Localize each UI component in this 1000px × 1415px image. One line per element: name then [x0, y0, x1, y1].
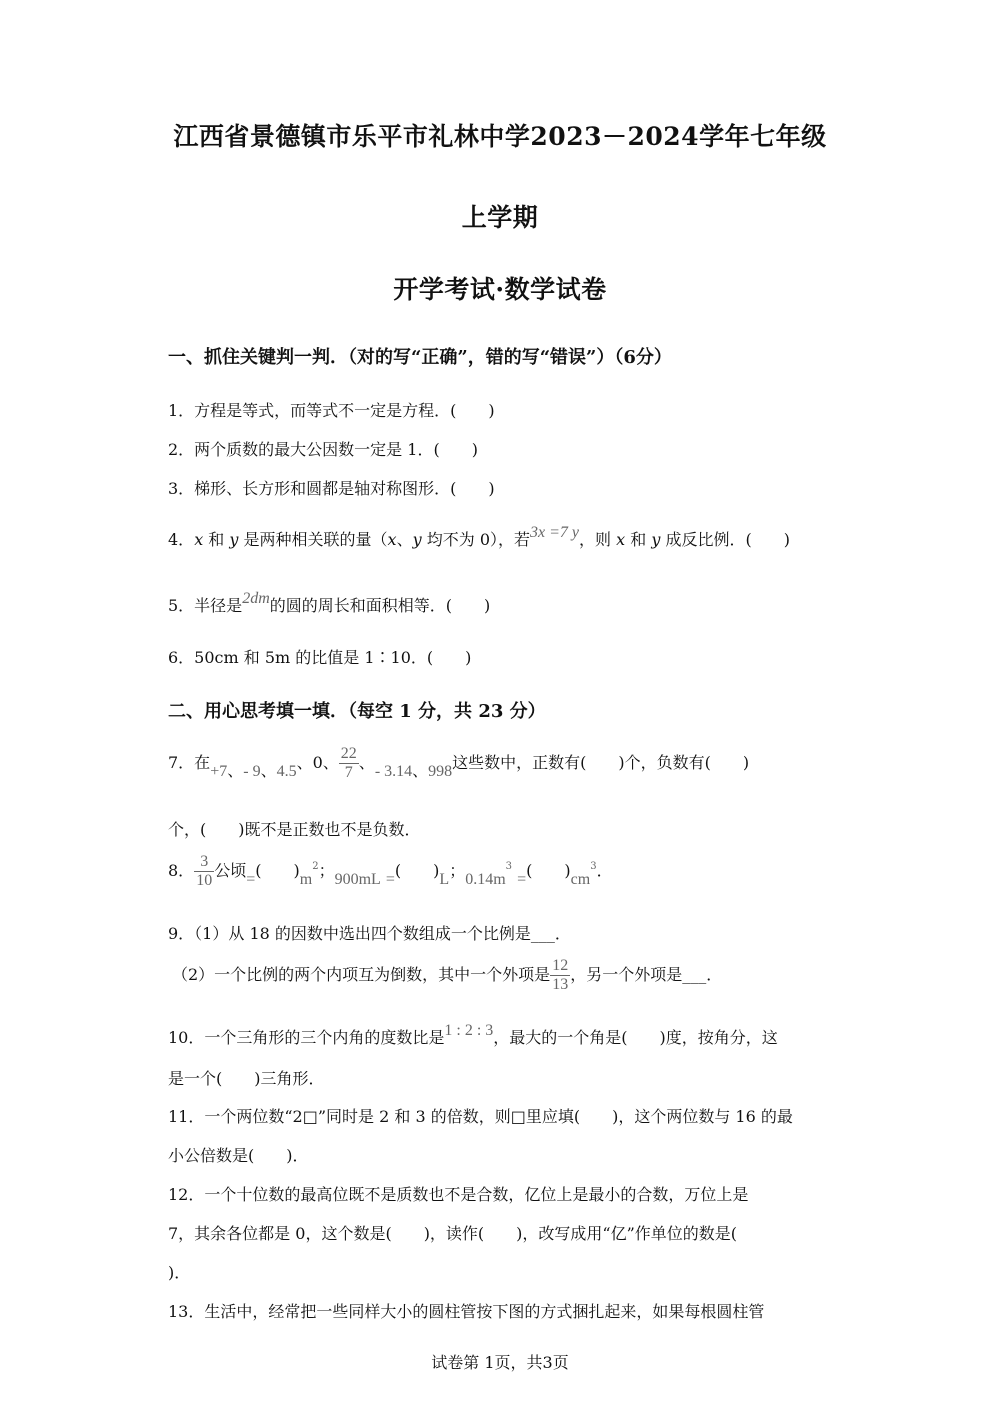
q8-blank-3: ( ) — [526, 861, 571, 880]
q8-eq-2: = — [385, 871, 395, 888]
q7-num-3: 4.5 — [276, 763, 297, 780]
q9b-frac-den: 13 — [552, 976, 569, 993]
q8-semi-1: ； — [318, 861, 335, 880]
q7-sep-6: 、 — [412, 761, 429, 780]
q5-text-b: 的圆的周长和面积相等．( ) — [269, 596, 491, 615]
question-12-line-1: 12．一个十位数的最高位既不是质数也不是合数，亿位上是最小的合数，万位上是 — [168, 1185, 749, 1204]
q8-value-900ml: 900mL — [334, 871, 381, 888]
question-1: 1．方程是等式，而等式不一定是方程．( ) — [168, 401, 495, 420]
q4-var-x-2: x — [387, 530, 397, 549]
q10-text-b: ，最大的一个角是( )度，按角分，这 — [493, 1028, 778, 1047]
q8-semi-2: ； — [449, 861, 466, 880]
q8-blank-1: ( ) — [255, 861, 300, 880]
q4-var-x: x — [194, 530, 204, 549]
q4-number: 4． — [168, 530, 195, 549]
q8-unit-l: L — [439, 871, 450, 888]
q8-frac-den: 10 — [196, 872, 213, 889]
question-9-part-2 — [172, 957, 722, 994]
q7-sep-3: 、 — [296, 753, 313, 772]
question-13-line-1: 13．生活中，经常把一些同样大小的圆柱管按下图的方式捆扎起来，如果每根圆柱管 — [168, 1302, 765, 1321]
q8-blank-2: ( ) — [394, 861, 440, 880]
q8-fraction — [194, 853, 214, 890]
q8-unit-cm: cm — [570, 871, 591, 888]
q9b-frac-num: 12 — [552, 957, 569, 974]
q7-num-2: - 9 — [243, 763, 261, 780]
question-4 — [168, 524, 790, 550]
q7-num-6: 998 — [428, 763, 453, 780]
title-line-3: 开学考试·数学试卷 — [393, 275, 607, 304]
q7-num-4: 0 — [312, 753, 323, 772]
question-2: 2．两个质数的最大公因数一定是 1．( ) — [168, 440, 478, 459]
q4-text-g: 成反比例．( ) — [660, 530, 790, 549]
q8-number: 8． — [168, 861, 195, 880]
page-footer: 试卷第 1页，共3页 — [431, 1353, 569, 1372]
q4-var-y-3: y — [651, 530, 661, 549]
q8-sup-3b: 3 — [590, 861, 597, 872]
q4-comma: 、 — [396, 530, 413, 549]
q4-text-c: 是两种相关联的量（ — [238, 530, 388, 549]
q7-sep-1: 、 — [227, 761, 244, 780]
question-9-part-1: 9．（1）从 18 的因数中选出四个数组成一个比例是___． — [168, 924, 571, 943]
q4-text-f: ，则 — [579, 530, 617, 549]
question-10-line-2: 是一个( )三角形． — [168, 1069, 325, 1088]
question-7 — [168, 745, 749, 782]
q9b-text-b: ，另一个外项是___． — [570, 965, 723, 984]
q7-frac-num: 22 — [340, 745, 357, 762]
q7-text-a: 7．在 — [168, 753, 211, 772]
title-line-2: 上学期 — [461, 203, 539, 232]
question-7-line-2: 个，( )既不是正数也不是负数． — [168, 820, 421, 839]
q4-text-e: 均不为 0），若 — [421, 530, 530, 549]
q8-end: ． — [596, 861, 613, 880]
q8-frac-num: 3 — [194, 853, 214, 872]
section-2-heading: 二、用心思考填一填．（每空 1 分，共 23 分） — [168, 701, 546, 722]
q7-fraction — [339, 745, 359, 782]
q4-var-y-2: y — [412, 530, 422, 549]
q8-hectare: 公顷 — [214, 861, 247, 880]
q7-sep-4: 、 — [322, 753, 339, 772]
q9b-text-a: （2）一个比例的两个内项互为倒数，其中一个外项是 — [172, 965, 551, 984]
q8-sup-3: 3 — [505, 861, 513, 872]
q8-sup-2: 2 — [312, 861, 319, 872]
q8-eq-3: = — [517, 871, 527, 888]
section-1-heading: 一、抓住关键判一判．（对的写“正确”，错的写“错误”）（6分） — [168, 347, 672, 368]
q4-equation: 3x =7 y — [530, 524, 579, 541]
q8-value-0.14m3: 0.14m — [465, 871, 506, 888]
question-6: 6．50cm 和 5m 的比值是 1∶10．( ) — [168, 648, 472, 667]
q7-num-5: - 3.14 — [374, 763, 413, 780]
q5-radius: 2dm — [242, 590, 270, 607]
q5-text-a: 5．半径是 — [168, 596, 243, 615]
q4-var-x-3: x — [616, 530, 626, 549]
q7-sep-2: 、 — [260, 761, 277, 780]
q4-and: 和 — [203, 530, 230, 549]
q8-eq-1: = — [246, 871, 256, 888]
q10-ratio: 1 : 2 : 3 — [444, 1022, 494, 1039]
question-3: 3．梯形、长方形和圆都是轴对称图形．( ) — [168, 479, 495, 498]
q10-text-a: 10．一个三角形的三个内角的度数比是 — [168, 1028, 445, 1047]
question-8 — [168, 853, 613, 890]
q7-num-1: +7 — [210, 763, 228, 780]
q9b-fraction — [550, 957, 570, 994]
title-line-1: 江西省景德镇市乐平市礼林中学2023－2024学年七年级 — [173, 122, 827, 151]
q7-frac-den: 7 — [344, 764, 353, 781]
question-11-line-1: 11．一个两位数“2□”同时是 2 和 3 的倍数，则□里应填( )，这个两位数与 16 的最 — [168, 1107, 793, 1126]
question-10 — [168, 1022, 778, 1048]
q7-sep-5: 、 — [358, 753, 375, 772]
question-12-line-3: )． — [168, 1263, 191, 1282]
q7-text-b: 这些数中，正数有( )个，负数有( ) — [452, 753, 750, 772]
q8-unit-m: m — [299, 871, 313, 888]
q4-var-y: y — [229, 530, 239, 549]
question-12-line-2: 7，其余各位都是 0，这个数是( )，读作( )，改写成用“亿”作单位的数是( — [168, 1224, 738, 1243]
question-5 — [168, 590, 491, 616]
question-11-line-2: 小公倍数是( )． — [168, 1146, 309, 1165]
q4-and-2: 和 — [625, 530, 652, 549]
